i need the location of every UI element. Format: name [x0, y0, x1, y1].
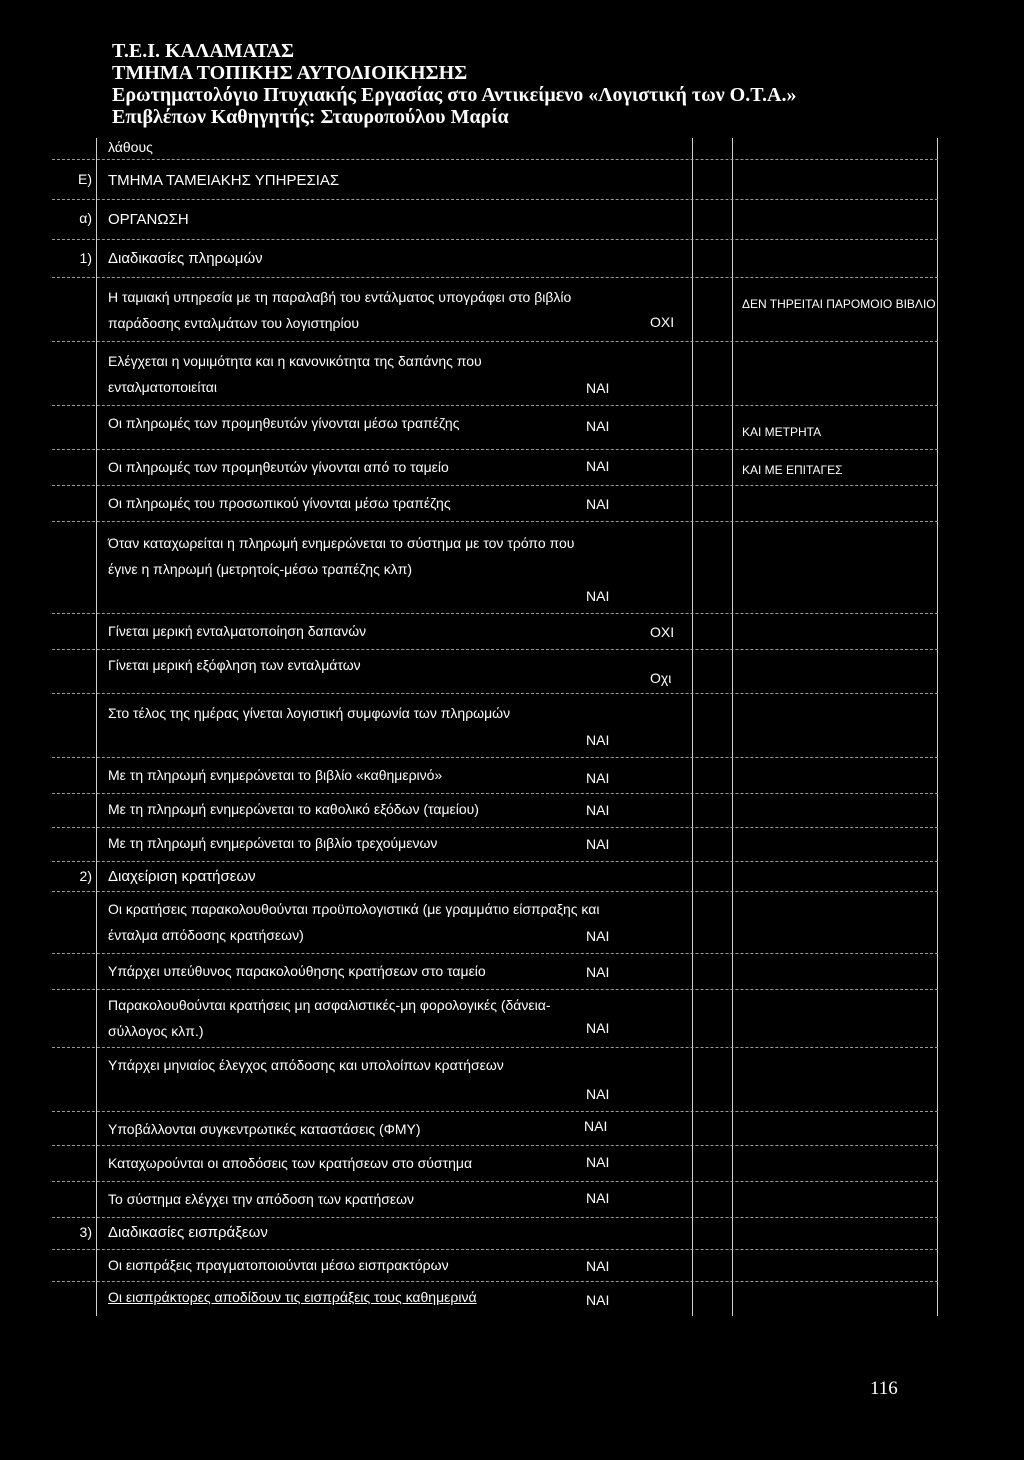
answer-yes: ΝΑΙ: [586, 1292, 610, 1308]
section-row: [52, 1218, 938, 1250]
section-heading: ΟΡΓΑΝΩΣΗ: [108, 211, 189, 228]
table-row: [52, 450, 938, 486]
row-text: Με τη πληρωμή ενημερώνεται το βιβλίο «καθημερινό»: [108, 767, 443, 783]
row-text: Το σύστημα ελέγχει την απόδοση των κρατήσεων: [108, 1191, 415, 1207]
row-text: λάθους: [108, 139, 153, 155]
row-text: Οι πληρωμές του προσωπικού γίνονται μέσω τραπέζης: [108, 495, 451, 511]
section-heading: Διαχείριση κρατήσεων: [108, 868, 256, 885]
row-text: Υποβάλλονται συγκεντρωτικές καταστάσεις (ΦΜΥ): [108, 1121, 421, 1137]
table-row: [52, 522, 938, 614]
answer-yes: ΝΑΙ: [586, 1154, 610, 1170]
section-number: 2): [79, 868, 92, 884]
section-number: α): [79, 210, 92, 226]
table-row: [52, 892, 938, 954]
answer-yes: ΝΑΙ: [586, 380, 610, 396]
row-text: Υπάρχει υπεύθυνος παρακολούθησης κρατήσεων στο ταμείο: [108, 963, 486, 979]
page-number: 116: [870, 1378, 898, 1399]
section-heading: Διαδικασίες εισπράξεων: [108, 1224, 268, 1241]
answer-yes: ΝΑΙ: [584, 1118, 608, 1134]
table-row: [52, 278, 938, 342]
answer-yes: ΝΑΙ: [586, 928, 610, 944]
row-text: Με τη πληρωμή ενημερώνεται το καθολικό εξόδων (ταμείου): [108, 801, 479, 817]
answer-yes: ΝΑΙ: [586, 732, 610, 748]
table-row: [52, 1146, 938, 1182]
table-row: [52, 1250, 938, 1282]
table-row: [52, 1112, 938, 1146]
row-text: Με τη πληρωμή ενημερώνεται το βιβλίο τρεχούμενων: [108, 835, 438, 851]
answer-note: ΚΑΙ ΜΕ ΕΠΙΤΑΓΕΣ: [742, 463, 843, 477]
row-text: Οι εισπράκτορες αποδίδουν τις εισπράξεις τους καθημερινά: [108, 1289, 477, 1305]
table-row: [52, 828, 938, 862]
table-row: [52, 650, 938, 694]
row-text: Γίνεται μερική ενταλματοποίηση δαπανών: [108, 623, 367, 639]
answer-note: ΚΑΙ ΜΕΤΡΗΤΑ: [742, 425, 822, 439]
answer-yes: ΝΑΙ: [586, 458, 610, 474]
supervisor-line: Επιβλέπων Καθηγητής: Σταυροπούλου Μαρία: [112, 106, 509, 128]
row-text: Στο τέλος της ημέρας γίνεται λογιστική συμφωνία των πληρωμών: [108, 705, 511, 721]
section-row: [52, 862, 938, 892]
table-row: [52, 990, 938, 1048]
row-text: Ελέγχεται η νομιμότητα και η κανονικότητα της δαπάνης που ενταλματοποιείται: [108, 353, 482, 395]
row-text: Υπάρχει μηνιαίος έλεγχος απόδοσης και υπολοίπων κρατήσεων: [108, 1057, 504, 1073]
section-row: [52, 200, 938, 240]
row-text: Όταν καταχωρείται η πληρωμή ενημερώνεται το σύστημα με τον τρόπο που έγινε η πληρωμή (μετρητοίς-μέσω τραπέζης κλπ): [108, 535, 575, 577]
row-text: Οι εισπράξεις πραγματοποιούνται μέσω εισπρακτόρων: [108, 1257, 449, 1273]
section-number: 1): [79, 250, 92, 266]
table-row: [52, 954, 938, 990]
thesis-title: Ερωτηματολόγιο Πτυχιακής Εργασίας στο Αντικείμενο «Λογιστική των Ο.Τ.Α.»: [112, 84, 797, 106]
answer-yes: ΝΑΙ: [586, 1020, 610, 1036]
table-row: [52, 1182, 938, 1218]
row-text: Οι κρατήσεις παρακολουθούνται προϋπολογιστικά (με γραμμάτιο είσπραξης και ένταλμα απόδοσης κρατήσεων): [108, 901, 600, 943]
row-text: Οι πληρωμές των προμηθευτών γίνονται μέσω τραπέζης: [108, 415, 460, 431]
department-title: ΤΜΗΜΑ ΤΟΠΙΚΗΣ ΑΥΤΟΔΙΟΙΚΗΣΗΣ: [112, 62, 468, 84]
table-row: [52, 614, 938, 650]
answer-yes: ΝΑΙ: [586, 836, 610, 852]
table-row: [52, 486, 938, 522]
table-row: [52, 694, 938, 758]
section-heading: Διαδικασίες πληρωμών: [108, 250, 263, 267]
answer-yes: ΝΑΙ: [586, 802, 610, 818]
answer-no: ΟΧΙ: [650, 314, 675, 330]
row-text: Παρακολουθούνται κρατήσεις μη ασφαλιστικές-μη φορολογικές (δάνεια-σύλλογος κλπ.): [108, 997, 551, 1039]
answer-yes: ΝΑΙ: [586, 1086, 610, 1102]
table-row: [52, 138, 938, 160]
institution-title: Τ.Ε.Ι. ΚΑΛΑΜΑΤΑΣ: [112, 40, 295, 62]
answer-yes: ΝΑΙ: [586, 496, 610, 512]
row-text: Οι πληρωμές των προμηθευτών γίνονται από το ταμείο: [108, 459, 449, 475]
answer-yes: ΝΑΙ: [586, 1190, 610, 1206]
answer-no: ΟΧΙ: [650, 624, 675, 640]
row-text: Η ταμιακή υπηρεσία με τη παραλαβή του εντάλματος υπογράφει στο βιβλίο παράδοσης ενταλμάτων του λογιστηρίου: [108, 289, 572, 331]
row-text: Γίνεται μερική εξόφληση των ενταλμάτων: [108, 657, 361, 673]
table-row: [52, 406, 938, 450]
section-number: Ε): [78, 171, 92, 187]
answer-yes: ΝΑΙ: [586, 588, 610, 604]
table-row: [52, 342, 938, 406]
row-text: Καταχωρούνται οι αποδόσεις των κρατήσεων στο σύστημα: [108, 1155, 473, 1171]
table-row: [52, 794, 938, 828]
table-row: [52, 1282, 938, 1316]
answer-yes: ΝΑΙ: [586, 1258, 610, 1274]
table-row: [52, 1048, 938, 1112]
questionnaire-table: [52, 138, 938, 1316]
answer-no: Οχι: [650, 670, 672, 686]
section-row: [52, 240, 938, 278]
answer-yes: ΝΑΙ: [586, 964, 610, 980]
section-heading: ΤΜΗΜΑ ΤΑΜΕΙΑΚΗΣ ΥΠΗΡΕΣΙΑΣ: [108, 172, 340, 189]
section-row: [52, 160, 938, 200]
answer-note: ΔΕΝ ΤΗΡΕΙΤΑΙ ΠΑΡΟΜΟΙΟ ΒΙΒΛΙΟ: [742, 297, 936, 311]
answer-yes: ΝΑΙ: [586, 418, 610, 434]
section-number: 3): [79, 1224, 92, 1240]
answer-yes: ΝΑΙ: [586, 770, 610, 786]
table-row: [52, 758, 938, 794]
document-header: [112, 40, 992, 128]
